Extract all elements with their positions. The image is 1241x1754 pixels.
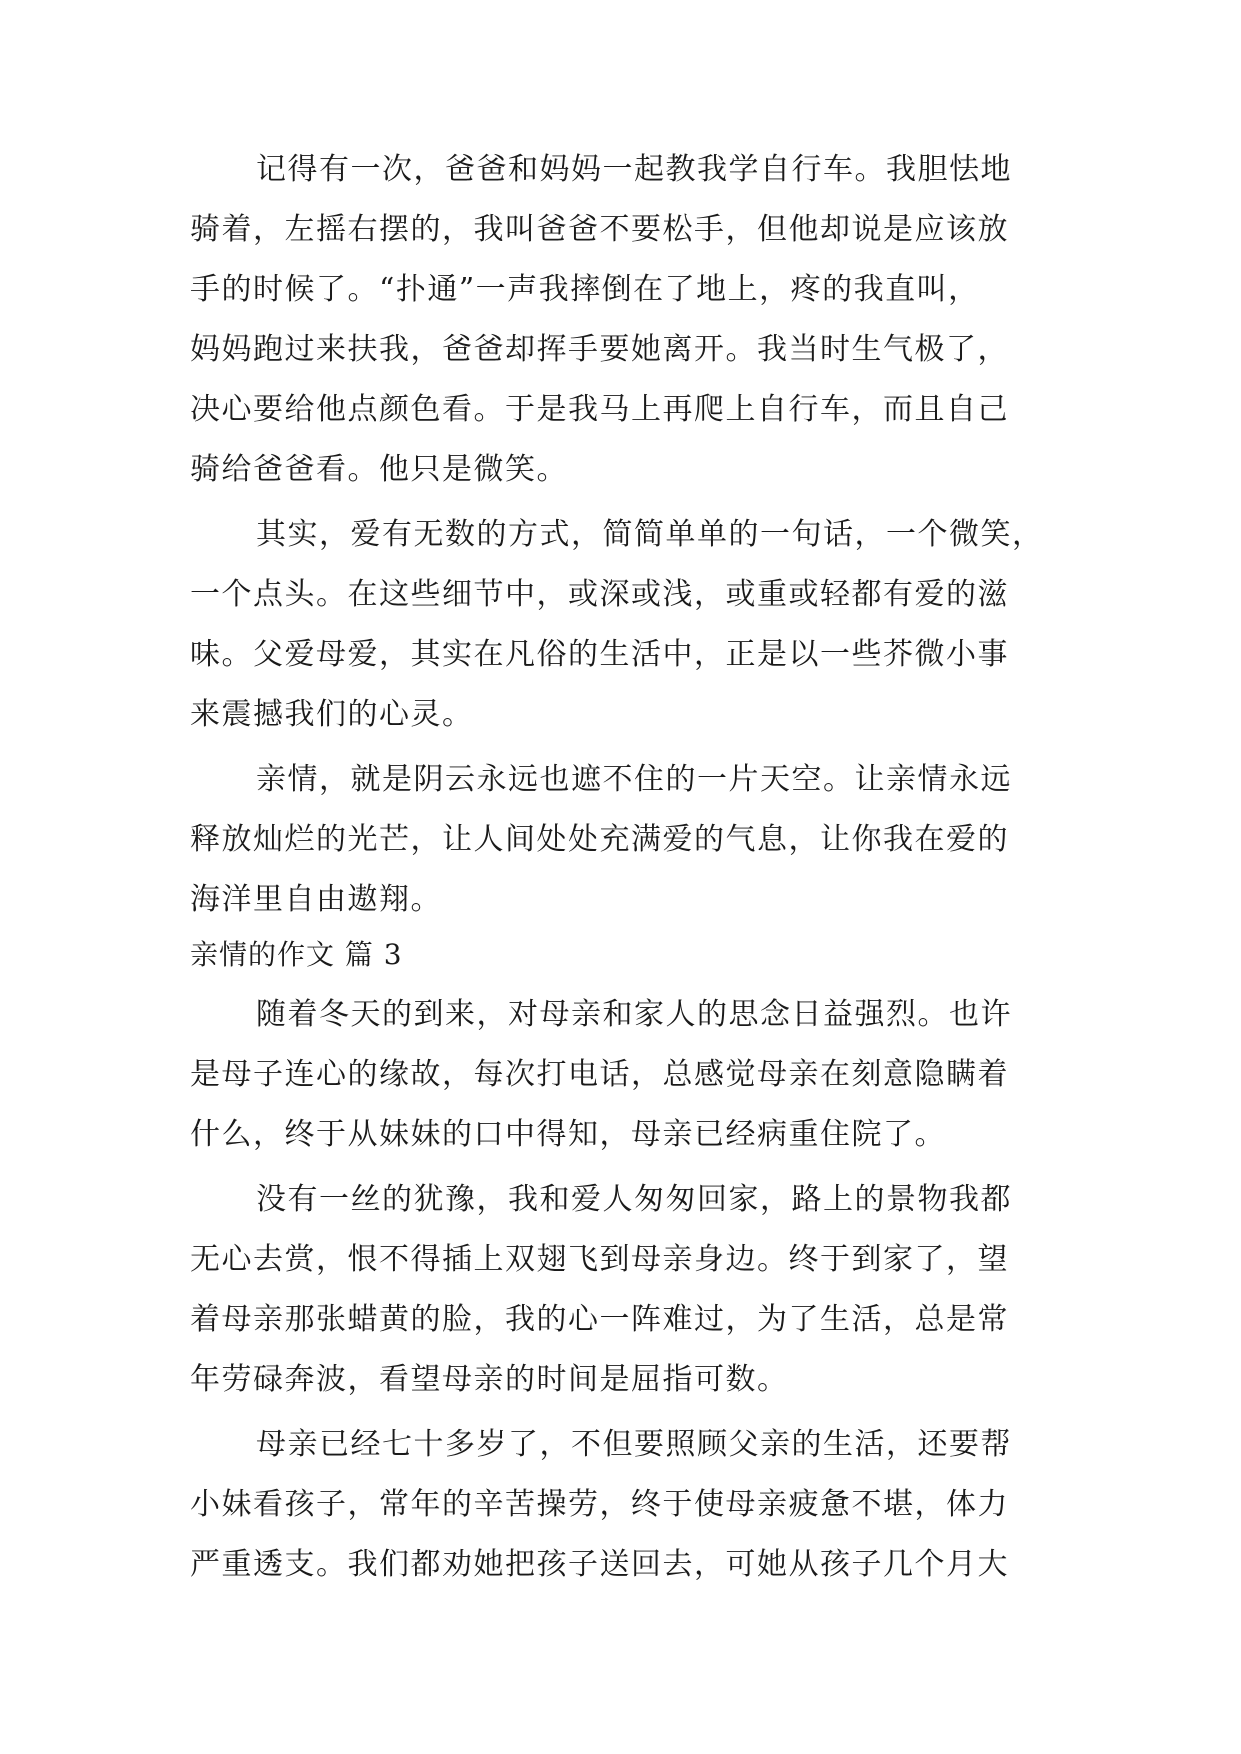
section-paragraph-2-line-2: 无心去赏，恨不得插上双翅飞到母亲身边。终于到家了，望 — [190, 1242, 1009, 1277]
section-paragraph-1-line-2: 是母子连心的缘故，每次打电话，总感觉母亲在刻意隐瞒着 — [190, 1057, 1009, 1092]
paragraph-3-line-2: 释放灿烂的光芒，让人间处处充满爱的气息，让你我在爱的 — [190, 822, 1009, 857]
paragraph-2-line-1: 其实，爱有无数的方式，简简单单的一句话，一个微笑， — [256, 517, 1044, 552]
section-paragraph-3-line-2: 小妹看孩子，常年的辛苦操劳，终于使母亲疲惫不堪，体力 — [190, 1487, 1009, 1522]
paragraph-1-line-1: 记得有一次，爸爸和妈妈一起教我学自行车。我胆怯地 — [256, 152, 1012, 187]
section-paragraph-2-line-1: 没有一丝的犹豫，我和爱人匆匆回家，路上的景物我都 — [256, 1182, 1012, 1217]
section-paragraph-3-line-3: 严重透支。我们都劝她把孩子送回去，可她从孩子几个月大 — [190, 1547, 1009, 1582]
paragraph-2-line-3: 味。父爱母爱，其实在凡俗的生活中，正是以一些芥微小事 — [190, 637, 1009, 672]
paragraph-1-line-3: 手的时候了。“扑通”一声我摔倒在了地上，疼的我直叫， — [190, 272, 980, 307]
section-paragraph-2-line-4: 年劳碌奔波，看望母亲的时间是屈指可数。 — [190, 1362, 789, 1397]
paragraph-2-line-4: 来震撼我们的心灵。 — [190, 697, 474, 732]
paragraph-1-line-4: 妈妈跑过来扶我，爸爸却挥手要她离开。我当时生气极了， — [190, 332, 1009, 367]
paragraph-2-line-2: 一个点头。在这些细节中，或深或浅，或重或轻都有爱的滋 — [190, 577, 1009, 612]
paragraph-1-line-5: 决心要给他点颜色看。于是我马上再爬上自行车，而且自己 — [190, 392, 1009, 427]
section-paragraph-3-line-1: 母亲已经七十多岁了，不但要照顾父亲的生活，还要帮 — [256, 1427, 1012, 1462]
paragraph-1-line-6: 骑给爸爸看。他只是微笑。 — [190, 452, 568, 487]
section-paragraph-1-line-3: 什么，终于从妹妹的口中得知，母亲已经病重住院了。 — [190, 1117, 946, 1152]
paragraph-3-line-3: 海洋里自由遨翔。 — [190, 882, 442, 917]
paragraph-1-line-2: 骑着，左摇右摆的，我叫爸爸不要松手，但他却说是应该放 — [190, 212, 1009, 247]
paragraph-3-line-1: 亲情，就是阴云永远也遮不住的一片天空。让亲情永远 — [256, 762, 1012, 797]
section-paragraph-1-line-1: 随着冬天的到来，对母亲和家人的思念日益强烈。也许 — [256, 997, 1012, 1032]
section-heading: 亲情的作文 篇 3 — [190, 938, 403, 971]
section-paragraph-2-line-3: 着母亲那张蜡黄的脸，我的心一阵难过，为了生活，总是常 — [190, 1302, 1009, 1337]
